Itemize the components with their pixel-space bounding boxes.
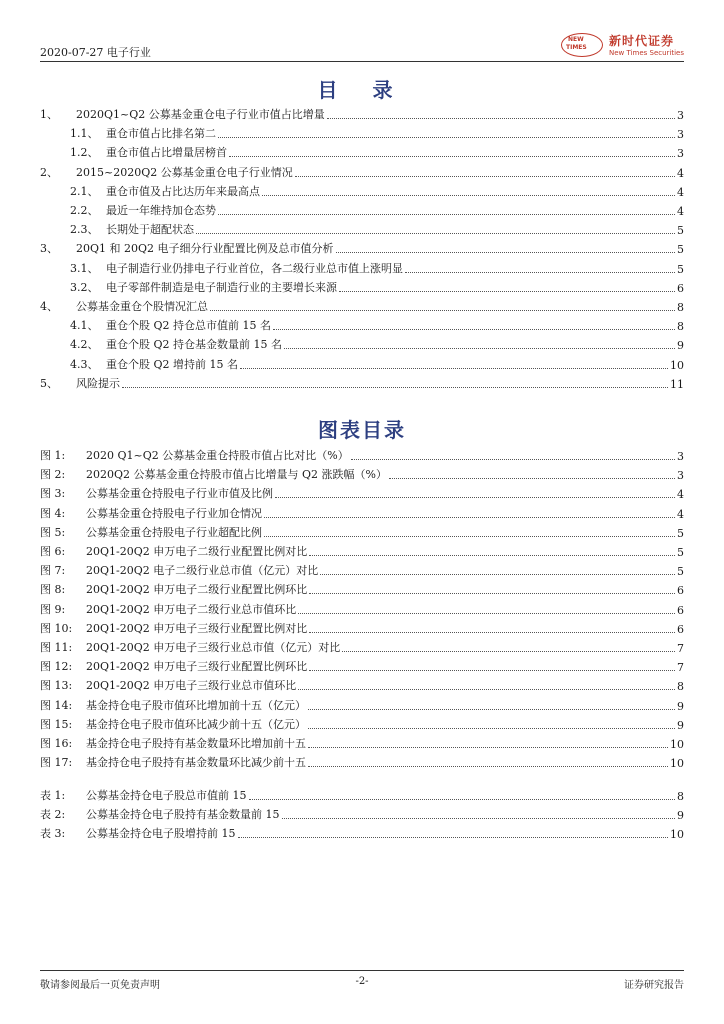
figure-entry[interactable] <box>40 752 684 770</box>
entry-page-number: 10 <box>670 757 684 771</box>
figure-entry[interactable] <box>40 579 684 597</box>
entry-number: 图 2: <box>40 468 66 482</box>
toc-title: 目 录 <box>317 78 407 102</box>
entry-title: 风险提示 <box>76 376 120 390</box>
figure-entry[interactable] <box>40 464 684 482</box>
figure-entry[interactable] <box>40 483 684 501</box>
entry-title: 20Q1-20Q2 申万电子二级行业配置比例对比 <box>86 545 308 558</box>
entry-title: 重仓市值占比增量居榜首 <box>106 146 227 160</box>
table-entry[interactable] <box>40 785 684 803</box>
entry-page-number: 5 <box>677 243 684 257</box>
entry-page-number: 8 <box>677 790 684 803</box>
entry-number: 3、 <box>40 242 58 256</box>
toc-entry[interactable] <box>40 315 684 333</box>
entry-number: 1.1、 <box>70 127 99 141</box>
entry-number: 4.1、 <box>70 319 99 333</box>
entry-page-number: 8 <box>677 320 684 334</box>
leader-dots <box>238 837 669 838</box>
entry-title: 公募基金持仓电子股增持前 15 <box>86 827 236 841</box>
entry-number: 2.1、 <box>70 184 99 198</box>
entry-page-number: 3 <box>677 109 684 122</box>
leader-dots <box>405 272 675 273</box>
entry-number: 图 3: <box>40 487 66 501</box>
entry-number: 图 1: <box>40 449 66 462</box>
leader-dots <box>342 651 675 652</box>
brand-logo <box>561 32 684 57</box>
leader-dots <box>275 497 675 498</box>
entry-number: 图 16: <box>40 737 73 750</box>
entry-number: 图 12: <box>40 660 73 674</box>
entry-title: 公募基金重仓持股电子行业加仓情况 <box>86 506 262 520</box>
figure-entry[interactable] <box>40 541 684 559</box>
entry-title: 20Q1-20Q2 电子二级行业总市值（亿元）对比 <box>86 564 319 578</box>
entry-page-number: 3 <box>677 450 684 463</box>
figure-entry[interactable] <box>40 522 684 540</box>
entry-title: 重仓个股 Q2 持仓基金数量前 15 名 <box>106 338 282 352</box>
entry-title: 20Q1 和 20Q2 电子细分行业配置比例及总市值分析 <box>76 242 334 256</box>
entry-page-number: 3 <box>677 147 684 161</box>
leader-dots <box>210 310 675 311</box>
entry-page-number: 6 <box>677 584 684 598</box>
leader-dots <box>273 329 675 330</box>
leader-dots <box>308 747 668 748</box>
toc-entry[interactable] <box>40 123 684 141</box>
entry-page-number: 6 <box>677 281 684 295</box>
figure-entry[interactable] <box>40 560 684 578</box>
entry-number: 表 3: <box>40 827 66 841</box>
entry-number: 4.3、 <box>70 357 99 371</box>
footer-rule <box>40 970 684 971</box>
entry-number: 图 7: <box>40 564 66 578</box>
entry-title: 2020Q2 公募基金重仓持股市值占比增量与 Q2 涨跌幅（%） <box>86 468 387 482</box>
entry-title: 重仓市值及占比达历年来最高点 <box>106 184 260 198</box>
entry-title: 长期处于超配状态 <box>106 223 194 237</box>
entry-page-number: 3 <box>677 469 684 483</box>
entry-page-number: 8 <box>677 680 684 694</box>
toc-entry[interactable] <box>40 277 684 295</box>
toc-entry[interactable] <box>40 258 684 276</box>
entry-number: 5、 <box>40 376 58 390</box>
figure-entry[interactable] <box>40 599 684 617</box>
entry-page-number: 8 <box>677 301 684 314</box>
entry-page-number: 9 <box>677 339 684 353</box>
badge-bottom-text: TIMES <box>566 43 587 51</box>
entry-title: 20Q1-20Q2 申万电子三级行业总市值（亿元）对比 <box>86 641 341 654</box>
leader-dots <box>298 613 675 614</box>
leader-dots <box>249 799 676 800</box>
leader-dots <box>308 709 675 710</box>
entry-page-number: 4 <box>677 488 684 502</box>
entry-number: 图 11: <box>40 641 73 654</box>
entry-page-number: 4 <box>677 507 684 521</box>
entry-page-number: 5 <box>677 526 684 540</box>
toc-entry[interactable] <box>40 296 684 314</box>
leader-dots <box>122 387 668 388</box>
page-number: -2- <box>355 976 369 987</box>
entry-number: 图 5: <box>40 525 66 539</box>
entry-title: 2020Q1~Q2 公募基金重仓电子行业市值占比增量 <box>76 108 325 121</box>
entry-title: 基金持仓电子股市值环比增加前十五（亿元） <box>86 698 306 712</box>
entry-title: 公募基金持仓电子股持有基金数量前 15 <box>86 808 280 822</box>
figure-entry[interactable] <box>40 503 684 521</box>
entry-page-number: 5 <box>677 565 684 579</box>
toc-entry[interactable] <box>40 238 684 256</box>
toc-entry[interactable] <box>40 104 684 122</box>
entry-page-number: 5 <box>677 546 684 559</box>
footer-report-type: 证券研究报告 <box>624 980 684 991</box>
brand-name-en: New Times Securities <box>609 49 684 57</box>
figure-entry[interactable] <box>40 445 684 463</box>
table-entry[interactable] <box>40 804 684 822</box>
entry-page-number: 10 <box>670 358 684 372</box>
entry-number: 图 13: <box>40 679 73 693</box>
entry-title: 公募基金重仓持股电子行业市值及比例 <box>86 487 273 501</box>
figure-entry[interactable] <box>40 695 684 713</box>
entry-number: 图 9: <box>40 602 66 616</box>
entry-page-number: 9 <box>677 699 684 713</box>
entry-page-number: 4 <box>677 205 684 218</box>
entry-number: 2、 <box>40 165 58 179</box>
leader-dots <box>264 517 675 518</box>
entry-title: 基金持仓电子股持有基金数量环比增加前十五 <box>86 737 306 750</box>
entry-title: 2020 Q1~Q2 公募基金重仓持股市值占比对比（%） <box>86 449 349 462</box>
toc-entry[interactable] <box>40 162 684 180</box>
leader-dots <box>309 632 675 633</box>
leader-dots <box>339 291 675 292</box>
leader-dots <box>262 195 675 196</box>
entry-title: 20Q1-20Q2 申万电子三级行业配置比例对比 <box>86 621 308 635</box>
leader-dots <box>320 574 675 575</box>
leader-dots <box>282 818 676 819</box>
entry-page-number: 6 <box>677 622 684 636</box>
entry-number: 图 17: <box>40 756 73 770</box>
figure-entry[interactable] <box>40 733 684 751</box>
toc-entry[interactable] <box>40 334 684 352</box>
entry-title: 电子制造行业仍排电子行业首位，各二级行业总市值上涨明显 <box>106 261 403 275</box>
entry-title: 重仓市值占比排名第二 <box>106 127 216 141</box>
entry-number: 表 2: <box>40 808 66 822</box>
leader-dots <box>284 348 675 349</box>
leader-dots <box>308 728 675 729</box>
leader-dots <box>389 478 675 479</box>
entry-number: 2.3、 <box>70 223 99 237</box>
toc-entry[interactable] <box>40 200 684 218</box>
figure-entry[interactable] <box>40 618 684 636</box>
badge-top-text: NEW <box>568 35 584 43</box>
entry-page-number: 5 <box>677 262 684 276</box>
leader-dots <box>196 233 675 234</box>
figure-entry[interactable] <box>40 675 684 693</box>
entry-page-number: 11 <box>670 377 684 391</box>
toc-entry[interactable] <box>40 142 684 160</box>
brand-name-cn: 新时代证券 <box>609 34 675 48</box>
entry-title: 公募基金重仓持股电子行业超配比例 <box>86 525 262 539</box>
entry-number: 3.2、 <box>70 280 99 294</box>
entry-number: 2.2、 <box>70 204 99 217</box>
leader-dots <box>309 555 675 556</box>
entry-page-number: 6 <box>677 603 684 617</box>
entry-title: 重仓个股 Q2 增持前 15 名 <box>106 357 238 371</box>
leader-dots <box>327 118 675 119</box>
entry-title: 重仓个股 Q2 持仓总市值前 15 名 <box>106 319 271 333</box>
entry-number: 图 4: <box>40 506 66 520</box>
entry-title: 20Q1-20Q2 申万电子二级行业总市值环比 <box>86 602 297 616</box>
leader-dots <box>264 536 675 537</box>
entry-page-number: 7 <box>677 642 684 655</box>
entry-number: 4、 <box>40 300 58 313</box>
entry-page-number: 7 <box>677 661 684 675</box>
entry-number: 图 8: <box>40 583 66 597</box>
figures-title: 图表目录 <box>318 418 406 442</box>
entry-page-number: 5 <box>677 224 684 238</box>
entry-number: 4.2、 <box>70 338 99 352</box>
leader-dots <box>351 459 675 460</box>
brand-badge-icon <box>561 33 603 57</box>
toc-entry[interactable] <box>40 181 684 199</box>
leader-dots <box>309 670 675 671</box>
entry-title: 20Q1-20Q2 申万电子三级行业总市值环比 <box>86 679 297 693</box>
leader-dots <box>308 766 668 767</box>
entry-number: 1、 <box>40 108 58 121</box>
footer-disclaimer: 敬请参阅最后一页免责声明 <box>40 980 160 991</box>
entry-number: 图 14: <box>40 698 73 712</box>
header-rule <box>40 61 684 62</box>
entry-title: 最近一年维持加仓态势 <box>106 204 216 217</box>
page-header <box>40 34 684 62</box>
entry-title: 基金持仓电子股市值环比减少前十五（亿元） <box>86 717 306 731</box>
entry-title: 2015~2020Q2 公募基金重仓电子行业情况 <box>76 165 293 179</box>
leader-dots <box>298 689 675 690</box>
entry-number: 图 10: <box>40 621 73 635</box>
entry-title: 公募基金重仓个股情况汇总 <box>76 300 208 313</box>
figure-entry[interactable] <box>40 637 684 655</box>
leader-dots <box>229 156 675 157</box>
figure-entry[interactable] <box>40 656 684 674</box>
toc-entry[interactable] <box>40 373 684 391</box>
entry-page-number: 3 <box>677 128 684 142</box>
leader-dots <box>295 176 675 177</box>
entry-title: 20Q1-20Q2 申万电子二级行业配置比例环比 <box>86 583 308 597</box>
table-entry[interactable] <box>40 823 684 841</box>
entry-page-number: 9 <box>677 809 684 823</box>
entry-number: 表 1: <box>40 789 66 802</box>
entry-title: 电子零部件制造是电子制造行业的主要增长来源 <box>106 280 337 294</box>
entry-title: 基金持仓电子股持有基金数量环比减少前十五 <box>86 756 306 770</box>
entry-page-number: 10 <box>670 828 684 842</box>
header-date-section: 2020-07-27 电子行业 <box>40 46 151 59</box>
entry-number: 1.2、 <box>70 146 99 160</box>
toc-entry[interactable] <box>40 219 684 237</box>
figure-entry[interactable] <box>40 714 684 732</box>
entry-number: 图 15: <box>40 717 73 731</box>
toc-entry[interactable] <box>40 354 684 372</box>
leader-dots <box>336 252 675 253</box>
entry-number: 3.1、 <box>70 261 99 275</box>
entry-title: 20Q1-20Q2 申万电子三级行业配置比例环比 <box>86 660 308 674</box>
leader-dots <box>218 214 675 215</box>
leader-dots <box>240 368 668 369</box>
entry-page-number: 9 <box>677 718 684 732</box>
entry-number: 图 6: <box>40 545 66 558</box>
leader-dots <box>309 593 675 594</box>
entry-page-number: 4 <box>677 166 684 180</box>
leader-dots <box>218 137 675 138</box>
entry-page-number: 4 <box>677 185 684 199</box>
entry-title: 公募基金持仓电子股总市值前 15 <box>86 789 247 802</box>
entry-page-number: 10 <box>670 738 684 751</box>
